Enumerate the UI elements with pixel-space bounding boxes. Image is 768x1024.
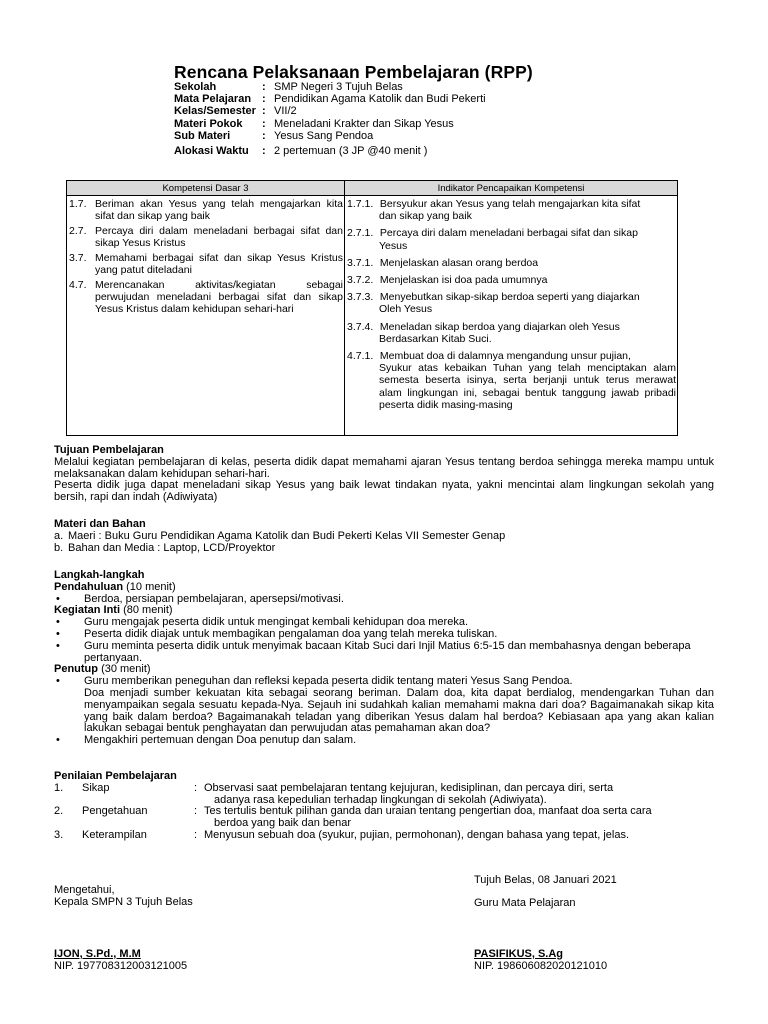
penilaian-row	[54, 830, 714, 842]
penilaian-label: Keterampilan	[82, 828, 147, 841]
indikator-text: Menjelaskan alasan orang berdoa	[379, 256, 539, 269]
tujuan-section	[54, 445, 714, 504]
meta-key: Mata Pelajaran	[174, 93, 252, 106]
bullet-icon: •	[56, 627, 60, 640]
kd-num: 4.7.	[69, 279, 87, 291]
kd-text: Merencanakan aktivitas/kegiatan sebagai perwujudan meneladani berbagai sifat dan sikap Yesus Kristus dalam kehidupan sehari-hari	[95, 279, 343, 315]
left-line-1: Mengetahui,	[54, 884, 115, 896]
kd-text: Memahami berbagai sifat dan sikap Yesus Kristus yang patut diteladani	[95, 252, 343, 276]
penilaian-label: Pengetahuan	[82, 805, 148, 818]
meta-value: Meneladani Krakter dan Sikap Yesus	[274, 117, 454, 130]
penilaian-num: 2.	[54, 805, 64, 818]
indikator-item	[347, 257, 676, 269]
teacher-name: PASIFIKUS, S.Ag	[474, 948, 564, 960]
indikator-text: Menyebutkan sikap-sikap berdoa seperti yang diajarkan	[379, 291, 640, 304]
pendahuluan-label: Pendahuluan	[54, 580, 124, 593]
penilaian-text: Menyusun sebuah doa (syukur, pujian, permohonan), dengan bahasa yang tepat, jelas.	[204, 828, 630, 841]
meta-colon: :	[262, 93, 266, 106]
materi-section	[54, 519, 714, 554]
signature-left	[54, 884, 193, 909]
kd-item	[69, 198, 343, 222]
materi-item	[54, 531, 714, 543]
bullet-item	[54, 735, 714, 747]
bullet-icon: •	[56, 592, 60, 605]
penutup-time: (30 menit)	[101, 663, 151, 676]
penilaian-text: Observasi saat pembelajaran tentang kejujuran, kedisiplinan, dan percaya diri, serta	[204, 781, 614, 794]
materi-text: Bahan dan Media : Laptop, LCD/Proyektor	[68, 541, 276, 554]
table-header-indikator: Indikator Pencapaikan Kompetensi	[345, 181, 678, 196]
indikator-text-cont: dan sikap yang baik	[379, 210, 472, 223]
teacher-nip: NIP. 198606082020121010	[474, 960, 608, 973]
indikator-num: 4.7.1.	[347, 350, 374, 363]
indikator-item	[347, 274, 676, 286]
kd-cell	[67, 196, 345, 436]
identity-block	[174, 81, 486, 157]
document-title: Rencana Pelaksanaan Pembelajaran (RPP)	[174, 62, 533, 82]
headmaster-name: IJON, S.Pd., M.M	[54, 948, 141, 960]
indikator-num: 1.7.1.	[347, 198, 374, 210]
indikator-num: 3.7.2.	[347, 274, 374, 287]
meta-row-alokasi	[174, 145, 486, 157]
indikator-item	[347, 198, 676, 222]
indikator-num: 2.7.1.	[347, 227, 374, 240]
kd-item	[69, 279, 343, 315]
meta-key: Sub Materi	[174, 129, 231, 142]
bullet-item	[54, 629, 714, 641]
bullet-text: Guru memberikan peneguhan dan refleksi kepada peserta didik tentang materi Yesus Sang Pendoa.	[84, 675, 573, 688]
meta-key: Sekolah	[174, 81, 217, 93]
materi-text: Maeri : Buku Guru Pendidikan Agama Katolik dan Budi Pekerti Kelas VII Semester Genap	[68, 529, 506, 542]
reflection-text: Doa menjadi sumber kekuatan kita sebagai seorang beriman. Dalam doa, kita dapat berdialog, mendengarkan Tuhan dan menyampaikan segala sesuatu kepada-Nya. Sejauh ini sudahkah kalian memahami makna dari doa? Bagaimanakah sikap kita yang baik dalam berdoa? Bagaimanakah teladan yang diberikan Yesus dalam hal berdoa? Kebiasaan apa yang akan kalian lakukan sebagai bentuk penghayatan dan perwujudan atas pemahaman akan doa?	[84, 686, 714, 735]
bullet-text: Guru mengajak peserta didik untuk mengingat kembali kehidupan doa mereka.	[84, 616, 469, 629]
kd-item	[69, 252, 343, 276]
inti-time: (80 menit)	[123, 604, 173, 617]
kd-text: Percaya diri dalam meneladani berbagai sifat dan sikap Yesus Kristus	[95, 225, 343, 249]
penilaian-row	[54, 806, 714, 830]
penilaian-num: 1.	[54, 781, 64, 794]
competency-table	[66, 180, 678, 436]
penutup-label: Penutup	[54, 663, 98, 676]
penilaian-label: Sikap	[82, 781, 110, 794]
bullet-icon: •	[56, 616, 60, 629]
indikator-text: Menjelaskan isi doa pada umumnya	[379, 274, 548, 287]
meta-value: SMP Negeri 3 Tujuh Belas	[274, 81, 403, 93]
indikator-num: 3.7.1.	[347, 256, 374, 269]
pendahuluan-heading	[54, 582, 714, 594]
meta-row-sub-materi	[174, 130, 486, 142]
meta-row-sekolah	[174, 81, 486, 93]
meta-row-kelas	[174, 105, 486, 117]
headmaster-nip: NIP. 197708312003121005	[54, 960, 188, 973]
penilaian-text-cont: adanya rasa kepedulian terhadap lingkungan di sekolah (Adiwiyata).	[214, 793, 547, 806]
penilaian-colon: :	[194, 805, 198, 818]
tujuan-heading: Tujuan Pembelajaran	[54, 444, 164, 456]
table-header-kd: Kompetensi Dasar 3	[67, 181, 345, 196]
bullet-text: Guru meminta peserta didik untuk menyimak bacaan Kitab Suci dari Injil Matius 6:5-15 dan membahasnya dengan beberapa pertanyaan.	[84, 639, 691, 664]
kd-num: 1.7.	[69, 198, 87, 210]
indikator-text: Percaya diri dalam meneladani berbagai sifat dan sikap	[379, 227, 638, 240]
indikator-item	[347, 321, 676, 345]
materi-letter: a.	[54, 529, 64, 542]
materi-heading: Materi dan Bahan	[54, 518, 146, 530]
materi-item	[54, 543, 714, 555]
signature-left-name-block	[54, 948, 187, 973]
meta-key: Alokasi Waktu	[174, 145, 249, 158]
place-date: Tujuh Belas, 08 Januari 2021	[474, 874, 617, 886]
indikator-text: Membuat doa di dalamnya mengandung unsur pujian,	[379, 350, 631, 363]
indikator-text-cont: Oleh Yesus	[379, 303, 433, 316]
indikator-text: Meneladan sikap berdoa yang diajarkan oleh Yesus	[379, 320, 620, 333]
kd-num: 2.7.	[69, 225, 87, 237]
signature-right-role: Guru Mata Pelajaran	[474, 897, 576, 909]
penilaian-colon: :	[194, 781, 198, 794]
meta-colon: :	[262, 117, 266, 130]
meta-value: Pendidikan Agama Katolik dan Budi Pekerti	[274, 93, 486, 106]
inti-label: Kegiatan Inti	[54, 604, 121, 617]
indikator-text-cont: Yesus	[379, 239, 408, 252]
indikator-num: 3.7.4.	[347, 320, 374, 333]
kd-text: Beriman akan Yesus yang telah mengajarkan kita sifat dan sikap yang baik	[95, 198, 343, 222]
bullet-item	[54, 676, 714, 735]
meta-row-materi	[174, 118, 486, 130]
materi-letter: b.	[54, 541, 64, 554]
bullet-text: Mengakhiri pertemuan dengan Doa penutup dan salam.	[84, 734, 357, 747]
penilaian-colon: :	[194, 828, 198, 841]
tujuan-paragraph-2: Peserta didik juga dapat meneladani sikap Yesus yang baik lewat tindakan nyata, yakni mencintai alam lingkungan sekolah yang bersih, rapi dan indah (Adiwiyata)	[54, 479, 714, 504]
meta-colon: :	[262, 145, 266, 158]
langkah-section	[54, 570, 714, 747]
penilaian-text-cont: berdoa yang baik dan benar	[214, 817, 351, 830]
signature-right-name-block	[474, 948, 607, 973]
indikator-item	[347, 227, 676, 251]
indikator-text-cont: Syukur atas kebaikan Tuhan yang telah menciptakan alam semesta beserta isinya, serta berjanji untuk terus merawat alam lingkungan ini, sebagai bentuk tanggung jawab pribadi peserta didik masing-masing	[379, 362, 676, 411]
penilaian-row	[54, 783, 714, 807]
indikator-item	[347, 291, 676, 315]
tujuan-paragraph-1: Melalui kegiatan pembelajaran di kelas, peserta didik dapat memahami ajaran Yesus tentang berdoa sehingga mereka mampu untuk melaksanakan dalam kehidupan sehari-hari.	[54, 455, 714, 480]
penilaian-heading: Penilaian Pembelajaran	[54, 770, 177, 782]
indikator-item	[347, 350, 676, 411]
meta-row-mapel	[174, 93, 486, 105]
meta-colon: :	[262, 105, 266, 118]
bullet-icon: •	[56, 734, 60, 747]
bullet-item	[54, 641, 714, 665]
left-line-2: Kepala SMPN 3 Tujuh Belas	[54, 896, 193, 909]
pendahuluan-time: (10 menit)	[126, 580, 176, 593]
meta-colon: :	[262, 81, 266, 93]
penilaian-num: 3.	[54, 828, 64, 841]
indikator-text-cont: Berdasarkan Kitab Suci.	[379, 332, 492, 345]
langkah-heading: Langkah-langkah	[54, 569, 145, 581]
bullet-icon: •	[56, 675, 60, 688]
meta-colon: :	[262, 129, 266, 142]
bullet-text: Peserta didik diajak untuk membagikan pengalaman doa yang telah mereka tuliskan.	[84, 627, 498, 640]
kd-item	[69, 225, 343, 249]
meta-key: Kelas/Semester	[174, 105, 256, 118]
indikator-text: Bersyukur akan Yesus yang telah mengajarkan kita sifat	[379, 198, 641, 210]
bullet-icon: •	[56, 639, 60, 652]
penilaian-text: Tes tertulis bentuk pilihan ganda dan uraian tentang pengertian doa, manfaat doa serta cara	[204, 805, 652, 818]
kd-num: 3.7.	[69, 252, 87, 264]
meta-value: VII/2	[274, 105, 297, 118]
meta-value: 2 pertemuan (3 JP @40 menit )	[274, 145, 428, 158]
indikator-cell	[345, 196, 678, 436]
penilaian-section	[54, 771, 714, 842]
meta-value: Yesus Sang Pendoa	[274, 129, 374, 142]
bullet-text: Berdoa, persiapan pembelajaran, apersepsi/motivasi.	[84, 592, 344, 605]
indikator-num: 3.7.3.	[347, 291, 374, 304]
meta-key: Materi Pokok	[174, 117, 243, 130]
